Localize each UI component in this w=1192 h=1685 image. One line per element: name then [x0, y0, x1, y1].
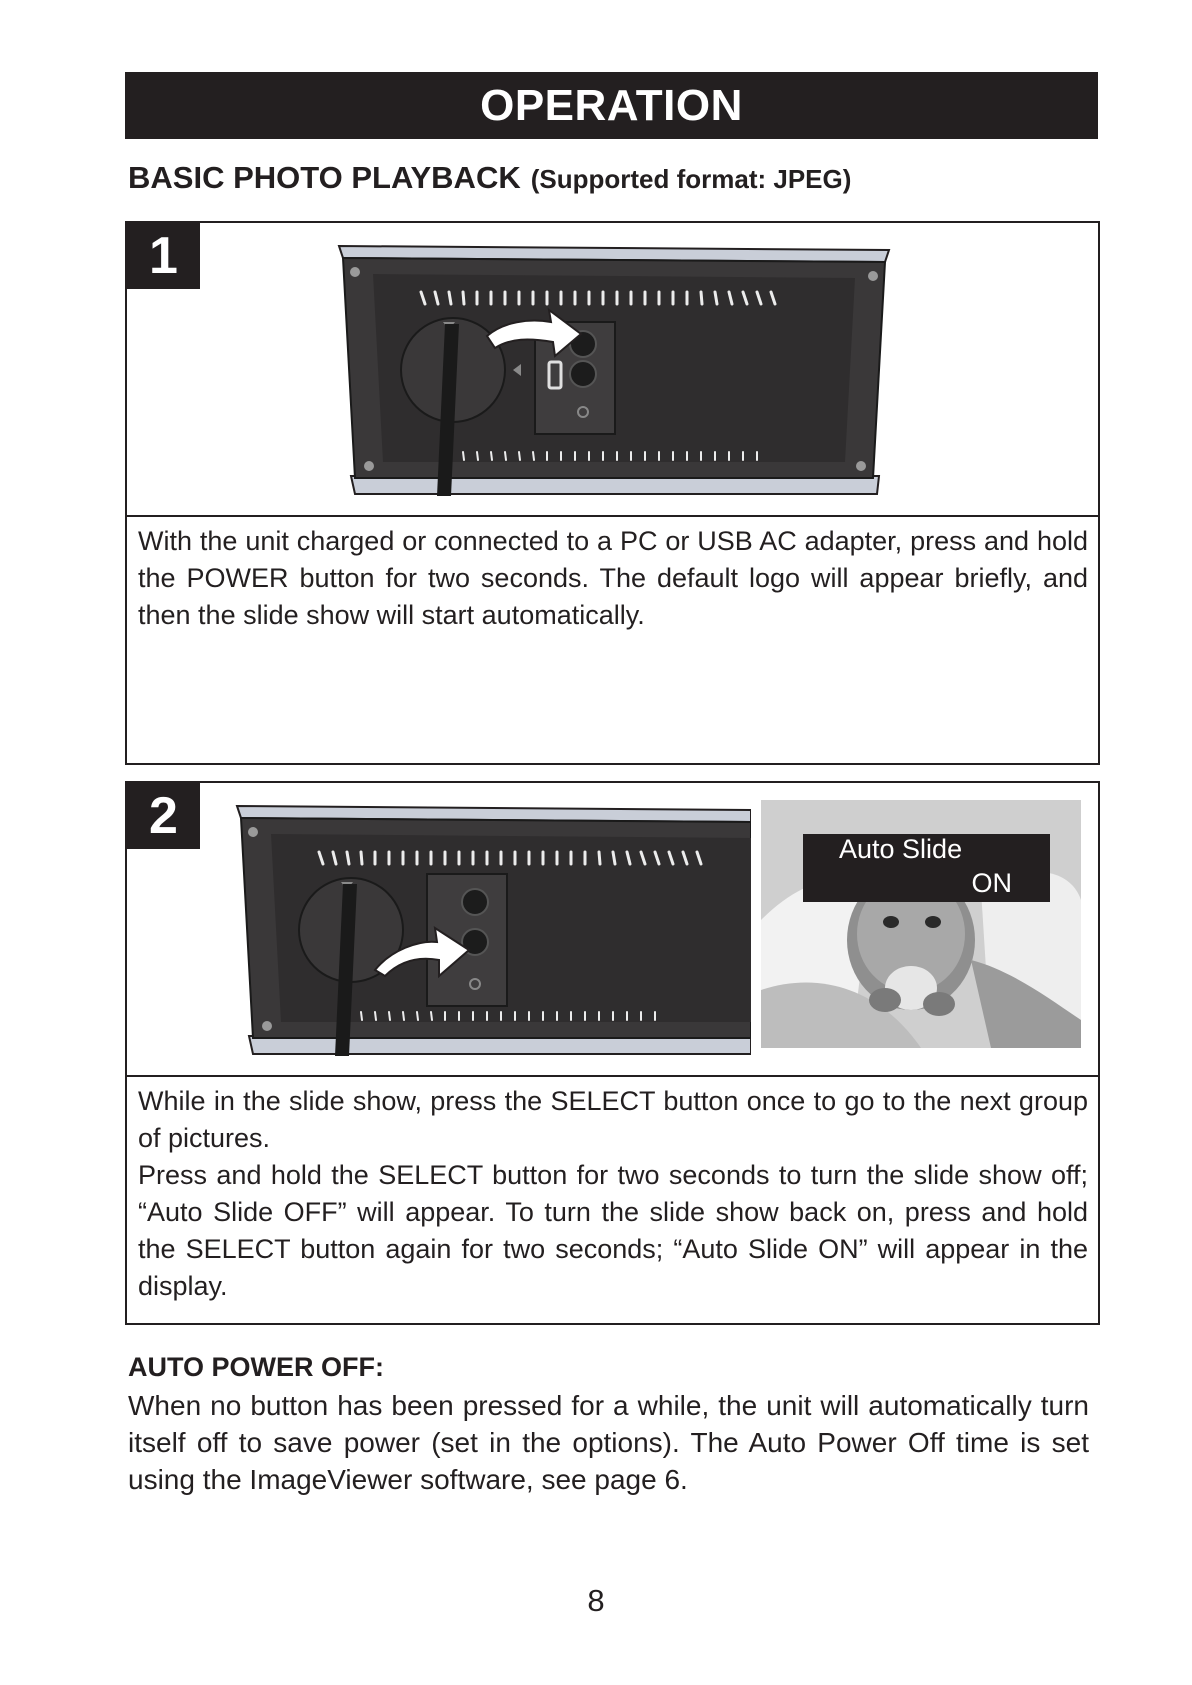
step-1-panel — [125, 221, 1100, 765]
page-header: OPERATION — [125, 72, 1098, 139]
section-subtitle: (Supported format: JPEG) — [530, 164, 852, 194]
section-title — [128, 160, 851, 196]
page-number: 8 — [587, 1583, 605, 1618]
auto-power-title: AUTO POWER OFF: — [128, 1352, 384, 1382]
display-preview — [761, 800, 1081, 1048]
step-2-number: 2 — [127, 783, 200, 849]
step-2-text — [138, 1083, 1088, 1305]
step-1-text: With the unit charged or connected to a PC or USB AC adapter, press and hold the POWER button for two seconds. The default logo will appear briefly, and then the slide show will start automatically. — [138, 526, 1088, 630]
section-title-text: BASIC PHOTO PLAYBACK — [128, 160, 521, 195]
step-1-number: 1 — [127, 223, 200, 289]
step-2-paragraph-2: Press and hold the SELECT button for two seconds to turn the slide show off; “Auto Slide OFF” will appear. To turn the slide show back on, press and hold the SELECT button again for two seconds; “Auto Slide ON” will appear in the display. — [138, 1160, 1088, 1301]
osd-line-1: Auto Slide — [839, 834, 963, 864]
device-back-illustration-step-1 — [333, 240, 893, 502]
osd-line-2: ON — [971, 868, 1012, 898]
step-2-paragraph-1: While in the slide show, press the SELECT button once to go to the next group of pictures. — [138, 1086, 1088, 1153]
device-back-illustration-step-2 — [231, 800, 751, 1062]
osd-box — [803, 834, 1050, 902]
auto-power-text: When no button has been pressed for a while, the unit will automatically turn itself off to save power (set in the options). The Auto Power Off time is set using the ImageViewer software, see page 6. — [128, 1390, 1089, 1495]
